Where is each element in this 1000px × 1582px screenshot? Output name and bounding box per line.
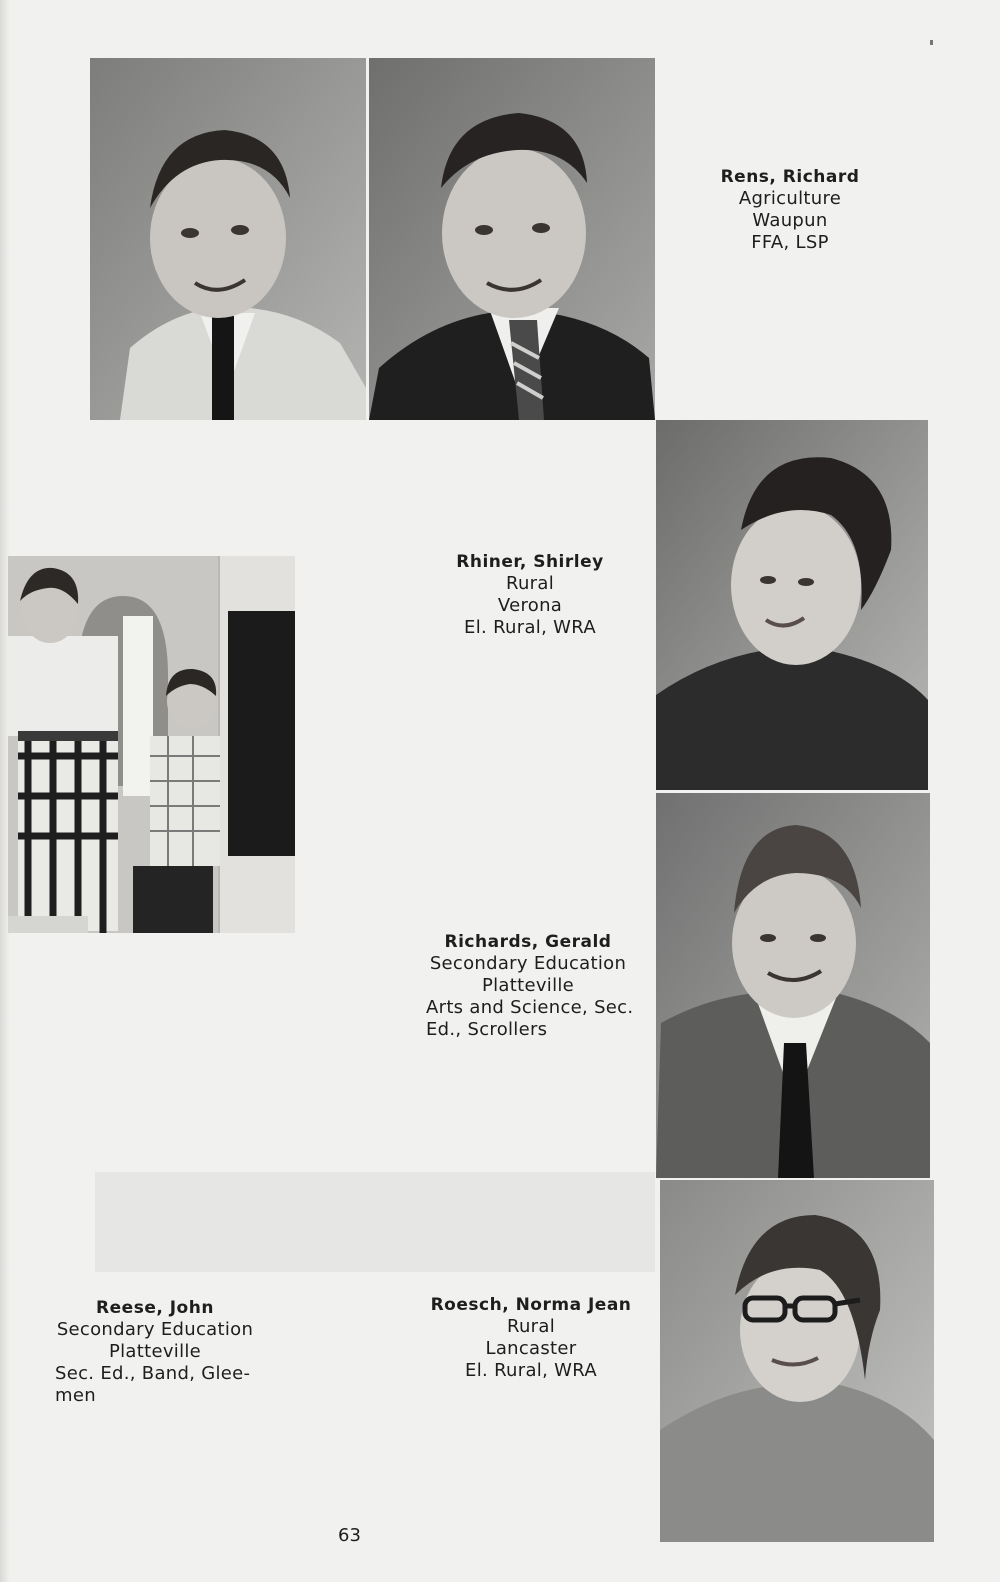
student-major: Secondary Education bbox=[429, 953, 627, 974]
portrait-photo-4-image bbox=[656, 793, 930, 1178]
student-hometown: Lancaster bbox=[485, 1338, 577, 1359]
student-entry-rens bbox=[690, 166, 890, 254]
portrait-photo-3-image bbox=[656, 420, 928, 790]
student-major: Secondary Education bbox=[56, 1319, 254, 1340]
candid-classroom-photo-image bbox=[8, 556, 295, 933]
student-activities: Arts and Science, Sec. bbox=[426, 997, 634, 1018]
student-name: Rens, Richard bbox=[720, 167, 860, 187]
student-entry-reese bbox=[55, 1297, 275, 1407]
candid-classroom-photo bbox=[8, 556, 295, 933]
portrait-photo-5 bbox=[660, 1180, 934, 1542]
student-name: Reese, John bbox=[96, 1298, 214, 1318]
portrait-photo-1-image bbox=[90, 58, 366, 420]
show-through-shadow bbox=[95, 1172, 655, 1272]
student-entry-richards bbox=[426, 931, 656, 1041]
student-name: Roesch, Norma Jean bbox=[430, 1295, 632, 1315]
student-hometown: Platteville bbox=[481, 975, 575, 996]
student-major: Rural bbox=[506, 1316, 556, 1337]
portrait-photo-3 bbox=[656, 420, 928, 790]
student-activities: men bbox=[55, 1385, 96, 1406]
portrait-photo-4 bbox=[656, 793, 930, 1178]
page-number: 63 bbox=[338, 1525, 361, 1546]
portrait-photo-2 bbox=[369, 58, 655, 420]
student-entry-roesch bbox=[420, 1294, 642, 1382]
student-activities: El. Rural, WRA bbox=[464, 617, 596, 638]
student-activities: El. Rural, WRA bbox=[465, 1360, 597, 1381]
student-activities: Ed., Scrollers bbox=[426, 1019, 548, 1040]
student-major: Rural bbox=[505, 573, 555, 594]
student-hometown: Platteville bbox=[108, 1341, 202, 1362]
student-hometown: Verona bbox=[497, 595, 563, 616]
student-activities: FFA, LSP bbox=[751, 232, 829, 253]
student-name: Richards, Gerald bbox=[444, 932, 612, 952]
student-activities: Sec. Ed., Band, Glee- bbox=[55, 1363, 251, 1384]
student-hometown: Waupun bbox=[752, 210, 828, 231]
print-speck bbox=[930, 40, 933, 45]
student-entry-rhiner bbox=[420, 551, 640, 639]
portrait-photo-2-image bbox=[369, 58, 655, 420]
student-major: Agriculture bbox=[738, 188, 842, 209]
student-name: Rhiner, Shirley bbox=[456, 552, 604, 572]
portrait-photo-1 bbox=[90, 58, 366, 420]
portrait-photo-5-image bbox=[660, 1180, 934, 1542]
